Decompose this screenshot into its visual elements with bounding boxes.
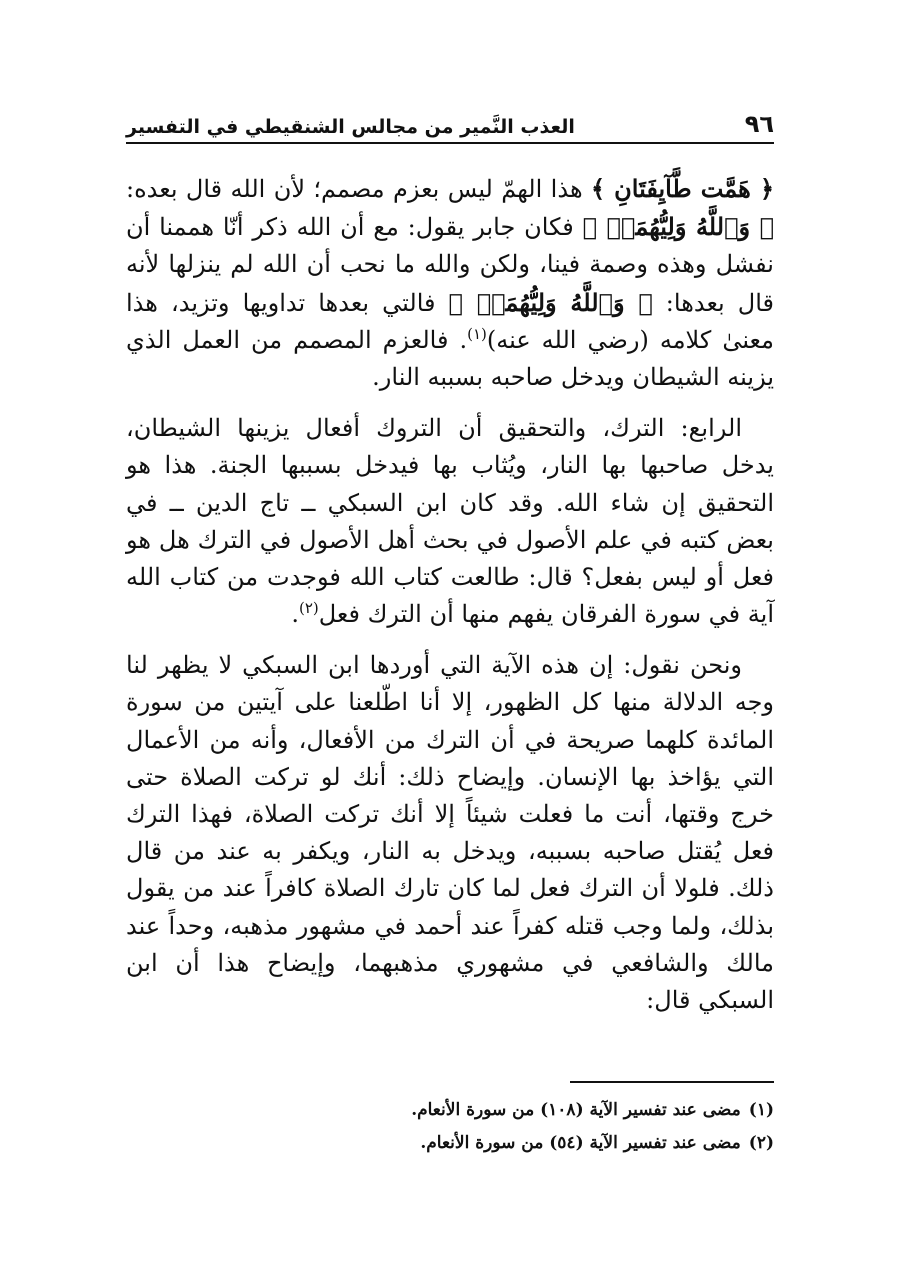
text-run: الرابع: الترك، والتحقيق أن التروك أفعال يزينها الشيطان، يدخل صاحبها بها النار، ويُثاب بها فيدخل بسببها الجنة. هذا هو التحقيق إن شاء الله. وقد كان ابن السبكي ــ تاج الدين ــ في بعض كتبه في علم الأصول في بحث أهل الأصول في الترك هل هو فعل أو ليس بفعل؟ قال: طالعت كتاب الله فوجدت من كتاب الله آية في سورة الفرقان يفهم منها أن الترك فعل <box>126 414 774 629</box>
footnotes <box>126 1094 774 1160</box>
footnote-divider <box>570 1081 774 1083</box>
paragraph-3: ونحن نقول: إن هذه الآية التي أوردها ابن السبكي لا يظهر لنا وجه الدلالة منها كل الظهور، إلا أنا اطّلعنا على آيتين من سورة المائدة كلهما صريحة في أن الترك من الأفعال، وأنه من الأعمال التي يؤاخذ بها الإنسان. وإيضاح ذلك: أنك لو تركت الصلاة حتى خرج وقتها، أنت ما فعلت شيئاً إلا أنك تركت الصلاة، فهذا الترك فعل يُقتل صاحبه بسببه، ويدخل به النار، ويكفر به عند من قال ذلك. فلولا أن الترك فعل لما كان تارك الصلاة كافراً عند من يقول بذلك، ولما وجب قتله كفراً عند أحمد في مشهور مذهبه، وحداً عند مالك والشافعي في مشهوري مذهبهما، وإيضاح هذا أن ابن السبكي قال: <box>126 651 774 1014</box>
footnote-1 <box>126 1094 774 1127</box>
footnote-number: (١) <box>748 1100 774 1120</box>
footnote-2 <box>126 1127 774 1160</box>
main-text <box>126 170 774 1033</box>
footnote-ref-1[interactable]: (١) <box>467 324 487 343</box>
text-run: فالتي بعدها تداويها وتزيد، هذا معنىٰ كلامه (رضي الله عنه) <box>126 288 774 354</box>
text-run: . <box>291 600 299 629</box>
paragraph-1 <box>126 170 774 396</box>
quran-verse: ﴿ هَمَّت طَّآيِفَتَانِ ﴾ <box>591 174 774 203</box>
footnote-text: مضى عند تفسير الآية (٥٤) من سورة الأنعام. <box>420 1133 741 1154</box>
text-run: هذا الهمّ ليس بعزم مصمم؛ لأن الله قال بعده: <box>126 175 591 203</box>
page-number: ٩٦ <box>744 110 774 138</box>
text-run: فكان جابر يقول: مع أن الله ذكر أنّا هممنا أن نفشل وهذه وصمة فينا، ولكن والله ما نحب أن الله لم ينزلها لأنه قال بعدها: <box>126 213 774 317</box>
quran-verse: ﴿ وَٱللَّهُ وَلِيُّهُمَاۗ ﴾ <box>448 287 653 317</box>
footnote-ref-2[interactable]: (٢) <box>298 599 319 618</box>
running-header <box>126 104 774 144</box>
footnote-number: (٢) <box>748 1133 774 1154</box>
book-title: العذب النَّمير من مجالس الشنقيطي في التفسير <box>126 116 575 138</box>
paragraph-2 <box>126 410 774 633</box>
quran-verse: ﴿ وَٱللَّهُ وَلِيُّهُمَاۗ ﴾ <box>582 212 775 242</box>
footnote-text: مضى عند تفسير الآية (١٠٨) من سورة الأنعام. <box>411 1100 741 1120</box>
text-run: . فالعزم المصمم من العمل الذي يزينه الشيطان ويدخل صاحبه بسببه النار. <box>126 325 774 391</box>
